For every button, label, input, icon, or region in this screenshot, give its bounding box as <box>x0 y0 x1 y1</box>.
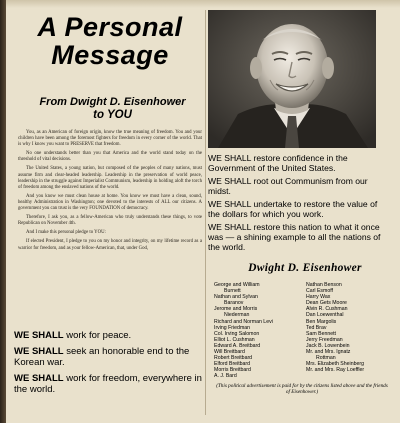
sponsor-name: Burnett <box>224 288 241 295</box>
pledge-item: WE SHALL root out Communism from our midst. <box>208 176 368 196</box>
sponsor-name: Nathan and Sylvan <box>214 294 258 301</box>
sponsor-name: Dean Gets Moore <box>306 300 347 307</box>
body-paragraph: The United States, a young nation, but composed of the peoples of many nations, must assume firm and clear-headed leadership. Leadership in the preservation of world peace, leadership in the struggle against Imperialist Communism, leadership in holding aloft the torch of freedom among the enslaved nations of the world. <box>18 166 202 190</box>
sponsor-name: Nathan Benson <box>306 282 342 288</box>
sponsor-names-column-2 <box>306 282 392 373</box>
paid-advertisement-note: (This political advertisement is paid for by the citizens listed above and the friends of Eisenhower.) <box>216 383 388 396</box>
sponsor-name: Edward A. Breitbard <box>214 342 261 349</box>
sponsor-name: Sam Bennett <box>306 330 336 337</box>
sponsor-name: A. J. Bard <box>214 373 237 380</box>
sponsor-name: Mr. and Mrs. Ignatz <box>306 349 351 356</box>
sponsor-name: Robert Breitbard <box>214 355 253 362</box>
pledge-text: work for freedom, everywhere in the world. <box>14 373 202 395</box>
sponsor-name: Harry Wax <box>306 294 331 301</box>
sponsor-name: Elliot L. Cushman <box>214 336 255 343</box>
sponsor-name: Rottman <box>316 355 336 362</box>
byline-from: From Dwight D. Eisenhower <box>39 96 186 108</box>
pledge-item <box>14 373 210 395</box>
page-top-strip <box>6 0 400 8</box>
byline <box>20 96 205 122</box>
pledge-text: work for peace. <box>63 330 132 341</box>
sponsor-name: Jerome and Morris <box>214 306 258 313</box>
sponsor-name: Richard and Norman Levi <box>214 318 273 325</box>
byline-to: to YOU <box>93 108 132 121</box>
sponsor-name: Will Breitbard <box>214 349 245 356</box>
sponsor-name: Elford Breitbard <box>214 361 251 368</box>
sponsor-name: George and William <box>214 282 260 288</box>
headline-line-2: Message <box>51 39 169 70</box>
signature: Dwight D. Eisenhower <box>248 262 362 274</box>
sponsor-name: Ted Brav <box>306 324 327 331</box>
sponsor-names-column-1 <box>214 282 300 380</box>
pledge-lead: WE SHALL <box>14 346 64 357</box>
headline <box>20 14 200 69</box>
sponsor-name: Carl Esmoff <box>306 288 334 295</box>
sponsor-name: Jerry Freedman <box>306 336 343 343</box>
sponsor-name: Alvin R. Cushman <box>306 306 348 313</box>
pledge-item: WE SHALL restore this nation to what it once was — a shining example to all the nations of the world. <box>208 222 381 252</box>
sponsor-name: Morris Breitbard <box>214 367 251 374</box>
pledge-item <box>14 330 210 341</box>
sponsor-name: Col. Irving Salomon <box>214 330 260 337</box>
portrait-illustration <box>208 10 376 148</box>
pledge-lead: WE SHALL <box>14 330 64 341</box>
headline-line-1: A Personal <box>37 12 183 42</box>
sponsor-name: Mr. and Mrs. Ray Loeffler <box>306 367 365 374</box>
sponsor-name: Jack B. Lowenbein <box>306 342 350 349</box>
body-paragraph: And I make this personal pledge to YOU: <box>26 230 106 236</box>
pledge-lead: WE SHALL <box>14 373 64 384</box>
sponsor-name: Dan Loewenthal <box>306 312 344 319</box>
pledges-right <box>208 153 386 255</box>
sponsor-name: Ben Margolis <box>306 318 337 325</box>
letter-body <box>18 130 202 255</box>
body-paragraph: And you know we must clean house at home. You know we must have a clean, sound, healthy Administration in Washington; one devoted to the interests of ALL our citizens. A government you can trust is the very FOUNDATION of democracy. <box>18 193 202 212</box>
body-paragraph: Therefore, I ask you, as a fellow-American who truly understands these things, to vote Republican on November 4th. <box>18 215 202 227</box>
sponsor-name: Baranov <box>224 300 244 307</box>
sponsor-name: Irving Friedman <box>214 324 251 331</box>
pledge-item <box>14 346 210 368</box>
pledge-text: seek an honorable end to the Korean war. <box>14 346 190 368</box>
pledge-item: WE SHALL undertake to restore the value of the dollars for which you work. <box>208 199 378 219</box>
body-paragraph: No one understands better than you that America and the world stand today on the threshold of vital decisions. <box>18 151 202 163</box>
body-paragraph: If elected President, I pledge to you on my honor and integrity, on my lifetime record as a warrior for freedom, and as your fellow-American, that, under God, <box>18 239 202 251</box>
sponsor-name: Mrs. Elizabeth Sheinberg <box>306 361 364 368</box>
body-paragraph: You, as an American of foreign origin, know the true meaning of freedom. You and your children have been among the foremost fighters for freedom in every corner of the world. That is why I know you want to PRESERVE that freedom. <box>18 130 202 148</box>
portrait-photo <box>208 10 376 148</box>
pledge-item: WE SHALL restore confidence in the Government of the United States. <box>208 153 348 173</box>
pledges-left <box>14 330 210 400</box>
sponsor-name: Niederman <box>224 312 250 319</box>
column-divider <box>205 10 206 415</box>
